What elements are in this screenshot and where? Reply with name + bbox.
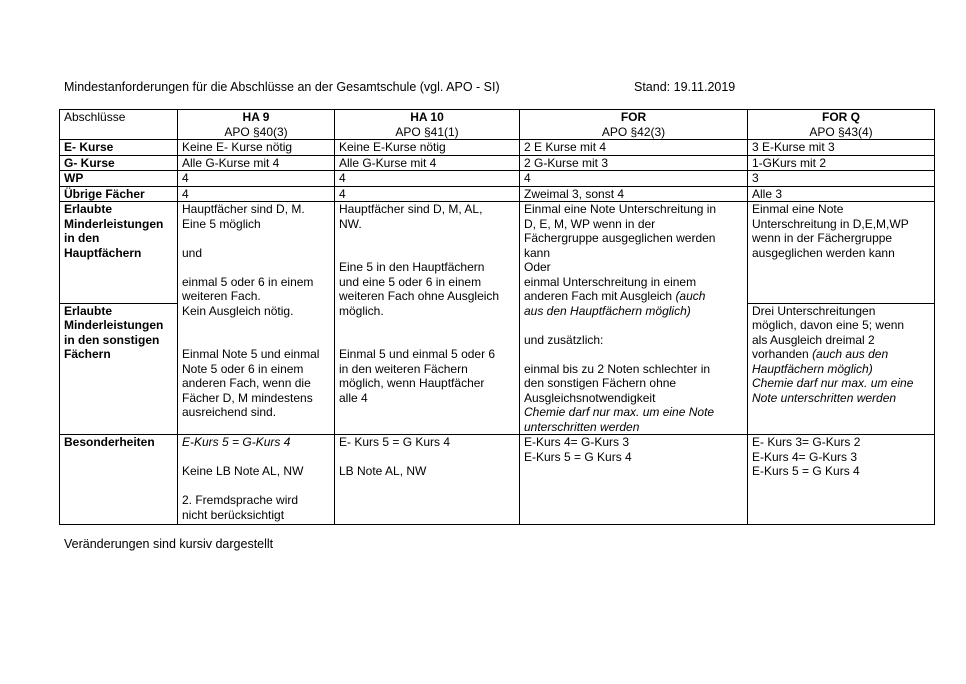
column-header-ha9: HA 9 APO §40(3): [178, 110, 335, 140]
row-label: Besonderheiten: [60, 435, 178, 525]
row-label: Übrige Fächer: [60, 186, 178, 202]
requirements-table: [59, 109, 935, 525]
table-cell: 3 E-Kurse mit 3: [748, 140, 935, 156]
row-label: G- Kurse: [60, 155, 178, 171]
table-cell-for-minderleistungen: Einmal eine Note Unterschreitung in D, E, M, WP wenn in der Fächergruppe ausgeglichen werden kann Oder einmal Unterschreitung in einem anderen Fach mit Ausgleich (auch aus den Hauptfächern möglich) und zusätzlich: einmal bis zu 2 Noten schlechter in den sonstigen Fächern ohne Ausgleichsnotwendigkeit Chemie darf nur max. um eine Note unterschritten werden: [520, 202, 748, 435]
table-cell: Alle 3: [748, 186, 935, 202]
table-row-uebrige: [60, 186, 935, 202]
table-cell: 1-GKurs mit 2: [748, 155, 935, 171]
table-cell: 4: [520, 171, 748, 187]
table-cell: E- Kurs 3= G-Kurs 2 E-Kurs 4= G-Kurs 3 E-Kurs 5 = G Kurs 4: [748, 435, 935, 525]
table-cell: Keine E- Kurse nötig: [178, 140, 335, 156]
table-row-ekurse: [60, 140, 935, 156]
column-header-forq: FOR Q APO §43(4): [748, 110, 935, 140]
table-cell: 2 E Kurse mit 4: [520, 140, 748, 156]
table-cell-forq-hauptfaecher: Einmal eine Note Unterschreitung in D,E,M,WP wenn in der Fächergruppe ausgeglichen werden kann: [748, 202, 935, 304]
table-cell: 4: [335, 171, 520, 187]
document-title: Mindestanforderungen für die Abschlüsse an der Gesamtschule (vgl. APO - SI): [64, 80, 500, 94]
row-label: E- Kurse: [60, 140, 178, 156]
table-row-gkurse: [60, 155, 935, 171]
table-row-hauptfaecher: [60, 202, 935, 304]
table-row-wp: [60, 171, 935, 187]
table-cell: 4: [178, 186, 335, 202]
row-label: WP: [60, 171, 178, 187]
table-cell: E- Kurs 5 = G Kurs 4 LB Note AL, NW: [335, 435, 520, 525]
table-cell: Alle G-Kurse mit 4: [178, 155, 335, 171]
table-cell: Keine E-Kurse nötig: [335, 140, 520, 156]
table-cell: Alle G-Kurse mit 4: [335, 155, 520, 171]
corner-cell: Abschlüsse: [60, 110, 178, 140]
table-cell-ha10-minderleistungen: Hauptfächer sind D, M, AL, NW. Eine 5 in den Hauptfächern und eine 5 oder 6 in einem weiteren Fach ohne Ausgleich möglich. Einmal 5 und einmal 5 oder 6 in den weiteren Fächern möglich, wenn Hauptfächer alle 4: [335, 202, 520, 435]
table-cell-forq-sonstige: Drei Unterschreitungen möglich, davon eine 5; wenn als Ausgleich dreimal 2 vorhanden (auch aus den Hauptfächern möglich) Chemie darf nur max. um eine Note unterschritten werden: [748, 303, 935, 434]
row-label: Erlaubte Minderleistungen in den Hauptfächern: [60, 202, 178, 304]
column-header-for: FOR APO §42(3): [520, 110, 748, 140]
footer-note: Veränderungen sind kursiv dargestellt: [64, 537, 274, 551]
table-cell: 2 G-Kurse mit 3: [520, 155, 748, 171]
table-header-row: [60, 110, 935, 140]
column-header-ha10: HA 10 APO §41(1): [335, 110, 520, 140]
row-label: Erlaubte Minderleistungen in den sonstigen Fächern: [60, 303, 178, 434]
table-cell-ha9-minderleistungen: Hauptfächer sind D, M. Eine 5 möglich und einmal 5 oder 6 in einem weiteren Fach. Kein Ausgleich nötig. Einmal Note 5 und einmal Note 5 oder 6 in einem anderen Fach, wenn die Fächer D, M mindestens ausreichend sind.: [178, 202, 335, 435]
table-cell: E-Kurs 5 = G-Kurs 4 Keine LB Note AL, NW 2. Fremdsprache wird nicht berücksichtigt: [178, 435, 335, 525]
table-cell: 3: [748, 171, 935, 187]
table-cell: Zweimal 3, sonst 4: [520, 186, 748, 202]
document-date: Stand: 19.11.2019: [634, 80, 736, 94]
table-cell: 4: [335, 186, 520, 202]
table-cell: 4: [178, 171, 335, 187]
table-cell: E-Kurs 4= G-Kurs 3 E-Kurs 5 = G Kurs 4: [520, 435, 748, 525]
table-row-besonderheiten: [60, 435, 935, 525]
